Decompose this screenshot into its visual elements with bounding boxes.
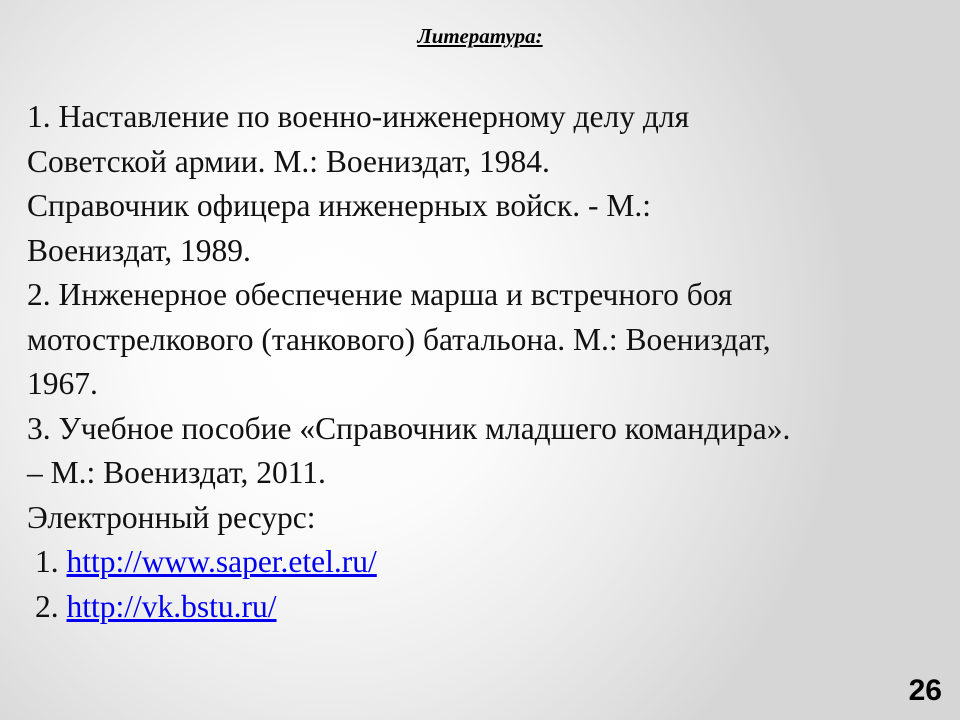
bstu-link[interactable]: http://vk.bstu.ru/ [66, 588, 277, 624]
references-list [27, 95, 947, 629]
link-item [27, 540, 947, 585]
saper-link[interactable]: http://www.saper.etel.ru/ [66, 544, 377, 579]
reference-line: 1. Наставление по военно-инженерному делу для [27, 99, 690, 134]
reference-line: Справочник офицера инженерных войск. - М.: [27, 188, 651, 223]
link-number: 1. [35, 544, 59, 579]
reference-line: – М.: Воениздат, 2011. [27, 455, 326, 490]
reference-line: Советской армии. М.: Воениздат, 1984. [27, 143, 550, 179]
link-number: 2. [35, 588, 59, 624]
reference-line: 1967. [27, 366, 98, 401]
reference-line: 3. Учебное пособие «Справочник младшего командира». [27, 410, 791, 446]
reference-line: Воениздат, 1989. [27, 232, 251, 268]
page-number: 26 [908, 674, 942, 707]
link-item [27, 585, 947, 630]
reference-line: 2. Инженерное обеспечение марша и встречного боя [27, 277, 733, 312]
electronic-resource-heading: Электронный ресурс: [27, 499, 316, 535]
slide-title: Литература: [417, 24, 543, 48]
reference-line: мотострелкового (танкового) батальона. М.: Воениздат, [27, 321, 771, 357]
